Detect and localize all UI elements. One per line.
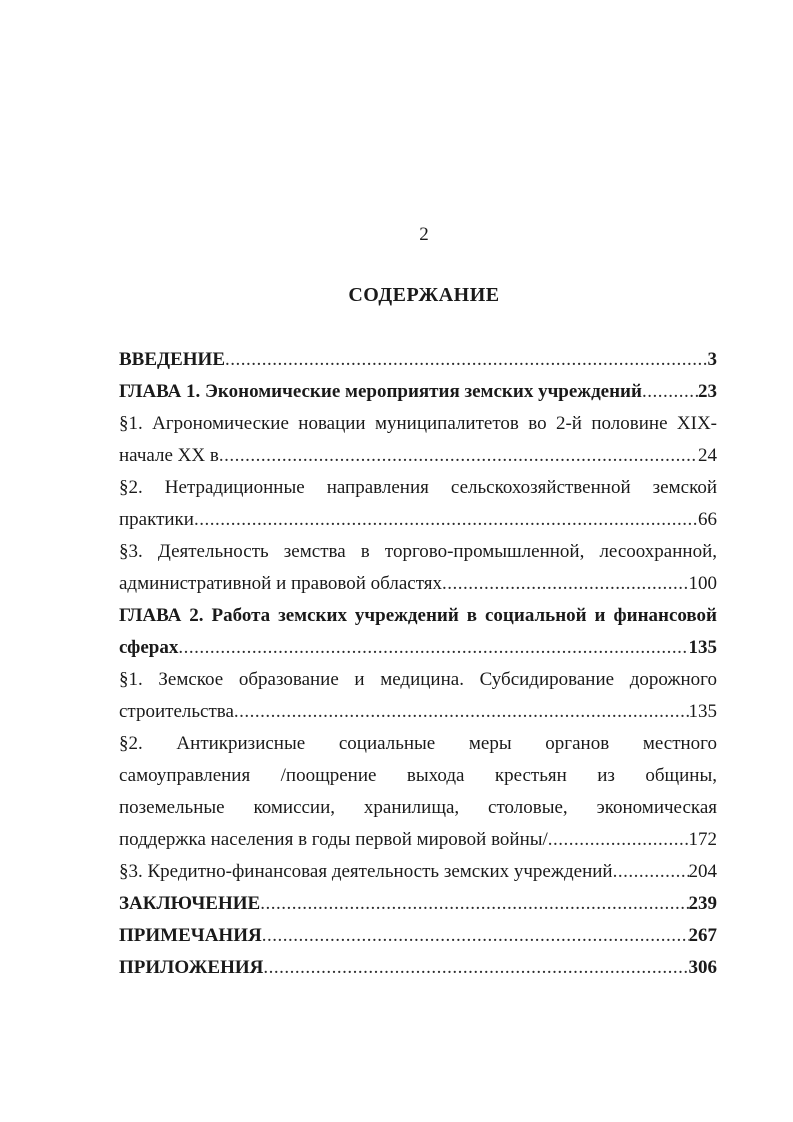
toc-entry-label: ПРИЛОЖЕНИЯ [119, 957, 264, 978]
dot-leader [262, 920, 689, 952]
toc-entry-label-continued: самоуправления /поощрение выхода крестьян из общины, [119, 765, 717, 786]
toc-page-number: 239 [688, 893, 717, 914]
toc-entry-label-continued: практики [119, 509, 194, 530]
page-number: 2 [419, 224, 429, 245]
toc-entry-notes [119, 920, 717, 952]
toc-entry-introduction [119, 344, 717, 376]
toc-entry-ch2-section-2 [119, 728, 717, 856]
toc-entry-label: ГЛАВА 1. Экономические мероприятия земских учреждений [119, 381, 642, 402]
toc-entry-label: §3. Деятельность земства в торгово-промышленной, лесоохранной, [119, 541, 717, 562]
toc-entry-ch1-section-2 [119, 472, 717, 536]
toc-entry-chapter-1 [119, 376, 717, 408]
toc-entry-conclusion [119, 888, 717, 920]
dot-leader [234, 696, 689, 728]
toc-line [119, 376, 717, 408]
toc-entry-appendices [119, 952, 717, 984]
page-title: СОДЕРЖАНИЕ [348, 284, 500, 306]
dot-leader [548, 824, 689, 856]
toc-page-number: 172 [688, 829, 717, 850]
toc-line [119, 344, 717, 376]
toc-page-number: 306 [688, 957, 717, 978]
toc-entry-ch1-section-1 [119, 408, 717, 472]
toc-entry-label-continued: поддержка населения в годы первой мировой войны/ [119, 829, 548, 850]
toc-entry-label: §1. Земское образование и медицина. Субсидирование дорожного [119, 669, 717, 690]
dot-leader [260, 888, 688, 920]
toc-entry-label: ПРИМЕЧАНИЯ [119, 925, 262, 946]
toc-line [119, 952, 717, 984]
toc-page-number: 66 [698, 509, 717, 530]
toc-line [119, 632, 717, 664]
toc-entry-label: §2. Антикризисные социальные меры органов местного [119, 733, 717, 754]
toc-line [119, 568, 717, 600]
toc-entry-label-continued: строительства [119, 701, 234, 722]
dot-leader [613, 856, 689, 888]
toc-entry-label: ВВЕДЕНИЕ [119, 349, 225, 370]
toc-page-number: 135 [688, 637, 717, 658]
toc-line [119, 824, 717, 856]
toc-entry-label: ЗАКЛЮЧЕНИЕ [119, 893, 261, 914]
dot-leader [225, 344, 708, 376]
toc-page-number: 23 [698, 381, 717, 402]
toc-page-number: 3 [707, 349, 717, 370]
toc-entry-label-continued: начале XX в [119, 445, 219, 466]
toc-page-number: 135 [688, 701, 717, 722]
toc-line [119, 504, 717, 536]
toc-entry-label-continued: административной и правовой областях [119, 573, 443, 594]
toc-entry-ch1-section-3 [119, 536, 717, 600]
dot-leader [642, 376, 698, 408]
dot-leader [178, 632, 688, 664]
toc-entry-label-continued: сферах [119, 637, 179, 658]
table-of-contents [119, 344, 717, 984]
toc-line [119, 440, 717, 472]
dot-leader [442, 568, 688, 600]
toc-entry-label: §3. Кредитно-финансовая деятельность земских учреждений [119, 861, 613, 882]
toc-entry-chapter-2 [119, 600, 717, 664]
toc-entry-label: §2. Нетрадиционные направления сельскохозяйственной земской [119, 477, 717, 498]
toc-entry-label: §1. Агрономические новации муниципалитетов во 2-й половине XIX- [119, 413, 717, 434]
toc-page-number: 267 [688, 925, 717, 946]
toc-page-number: 204 [688, 861, 717, 882]
toc-entry-label-continued: поземельные комиссии, хранилища, столовые, экономическая [119, 797, 717, 818]
toc-line [119, 856, 717, 888]
toc-line [119, 888, 717, 920]
toc-entry-label: ГЛАВА 2. Работа земских учреждений в социальной и финансовой [119, 605, 717, 626]
toc-page-number: 100 [688, 573, 717, 594]
dot-leader [219, 440, 698, 472]
dot-leader [263, 952, 688, 984]
toc-page-number: 24 [698, 445, 717, 466]
toc-line [119, 920, 717, 952]
toc-entry-ch2-section-3 [119, 856, 717, 888]
toc-line [119, 696, 717, 728]
toc-entry-ch2-section-1 [119, 664, 717, 728]
dot-leader [194, 504, 698, 536]
